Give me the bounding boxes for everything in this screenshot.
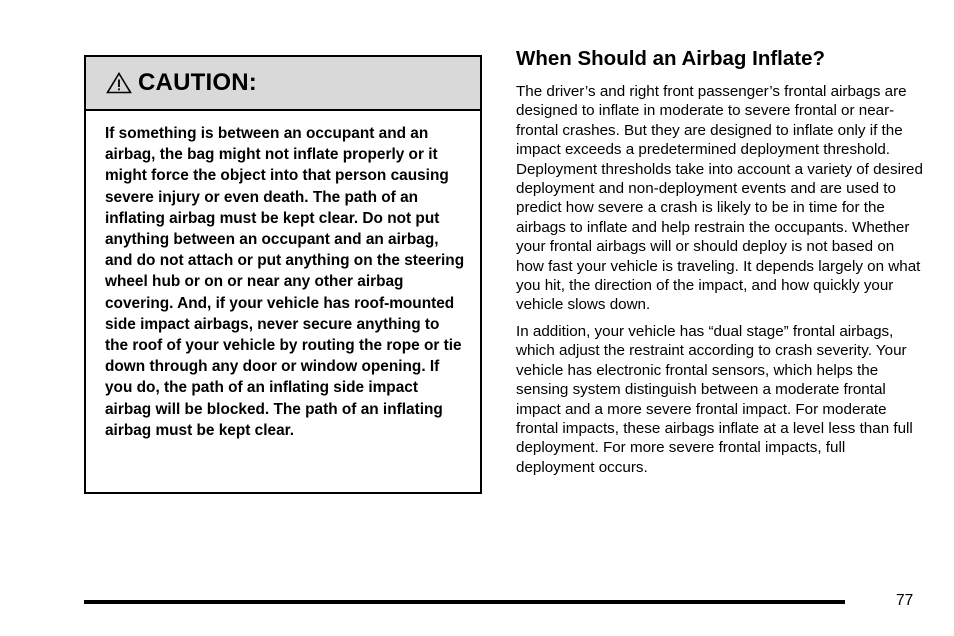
section-heading: When Should an Airbag Inflate? [516, 47, 826, 70]
paragraph: The driver’s and right front passenger’s frontal airbags are designed to inflate in moderate to severe frontal or near-frontal crashes. But they are designed to inflate only if the impact exceeds a predetermined deployment threshold. Deployment thresholds take into account a variety of desired deployment and non-deployment events and are used to predict how severe a crash is likely to be in time for the airbags to inflate and help restrain the occupants. Whether your frontal airbags will or should deploy is not based on how fast your vehicle is traveling. It depends largely on what you hit, the direction of the impact, and how quickly your vehicle slows down. [516, 83, 923, 314]
page-number: 77 [896, 592, 914, 609]
warning-triangle-icon [106, 72, 132, 94]
caution-title: CAUTION: [138, 69, 257, 96]
airbag-inflate-section [516, 46, 926, 484]
caution-header [86, 57, 480, 111]
paragraph: In addition, your vehicle has “dual stage” frontal airbags, which adjust the restraint according to crash severity. Your vehicle has electronic frontal sensors, which helps the sensing system distinguish between a moderate frontal impact and a more severe frontal impact. For moderate frontal impacts, these airbags inflate at a level less than full deployment. For more severe frontal impacts, full deployment occurs. [516, 322, 913, 476]
footer-rule [84, 600, 845, 604]
caution-text: If something is between an occupant and an airbag, the bag might not inflate properly or it might force the object into that person causing severe injury or even death. The path of an inflating airbag must be kept clear. Do not put anything between an occupant and an airbag, and do not attach or put anything on the steering wheel hub or on or near any other airbag covering. And, if your vehicle has roof-mounted side impact airbags, never secure anything to the roof of your vehicle by routing the rope or tie down through any door or window opening. If you do, the path of an inflating side impact airbag will be blocked. The path of an inflating airbag must be kept clear. [105, 125, 465, 439]
caution-box [84, 55, 482, 494]
